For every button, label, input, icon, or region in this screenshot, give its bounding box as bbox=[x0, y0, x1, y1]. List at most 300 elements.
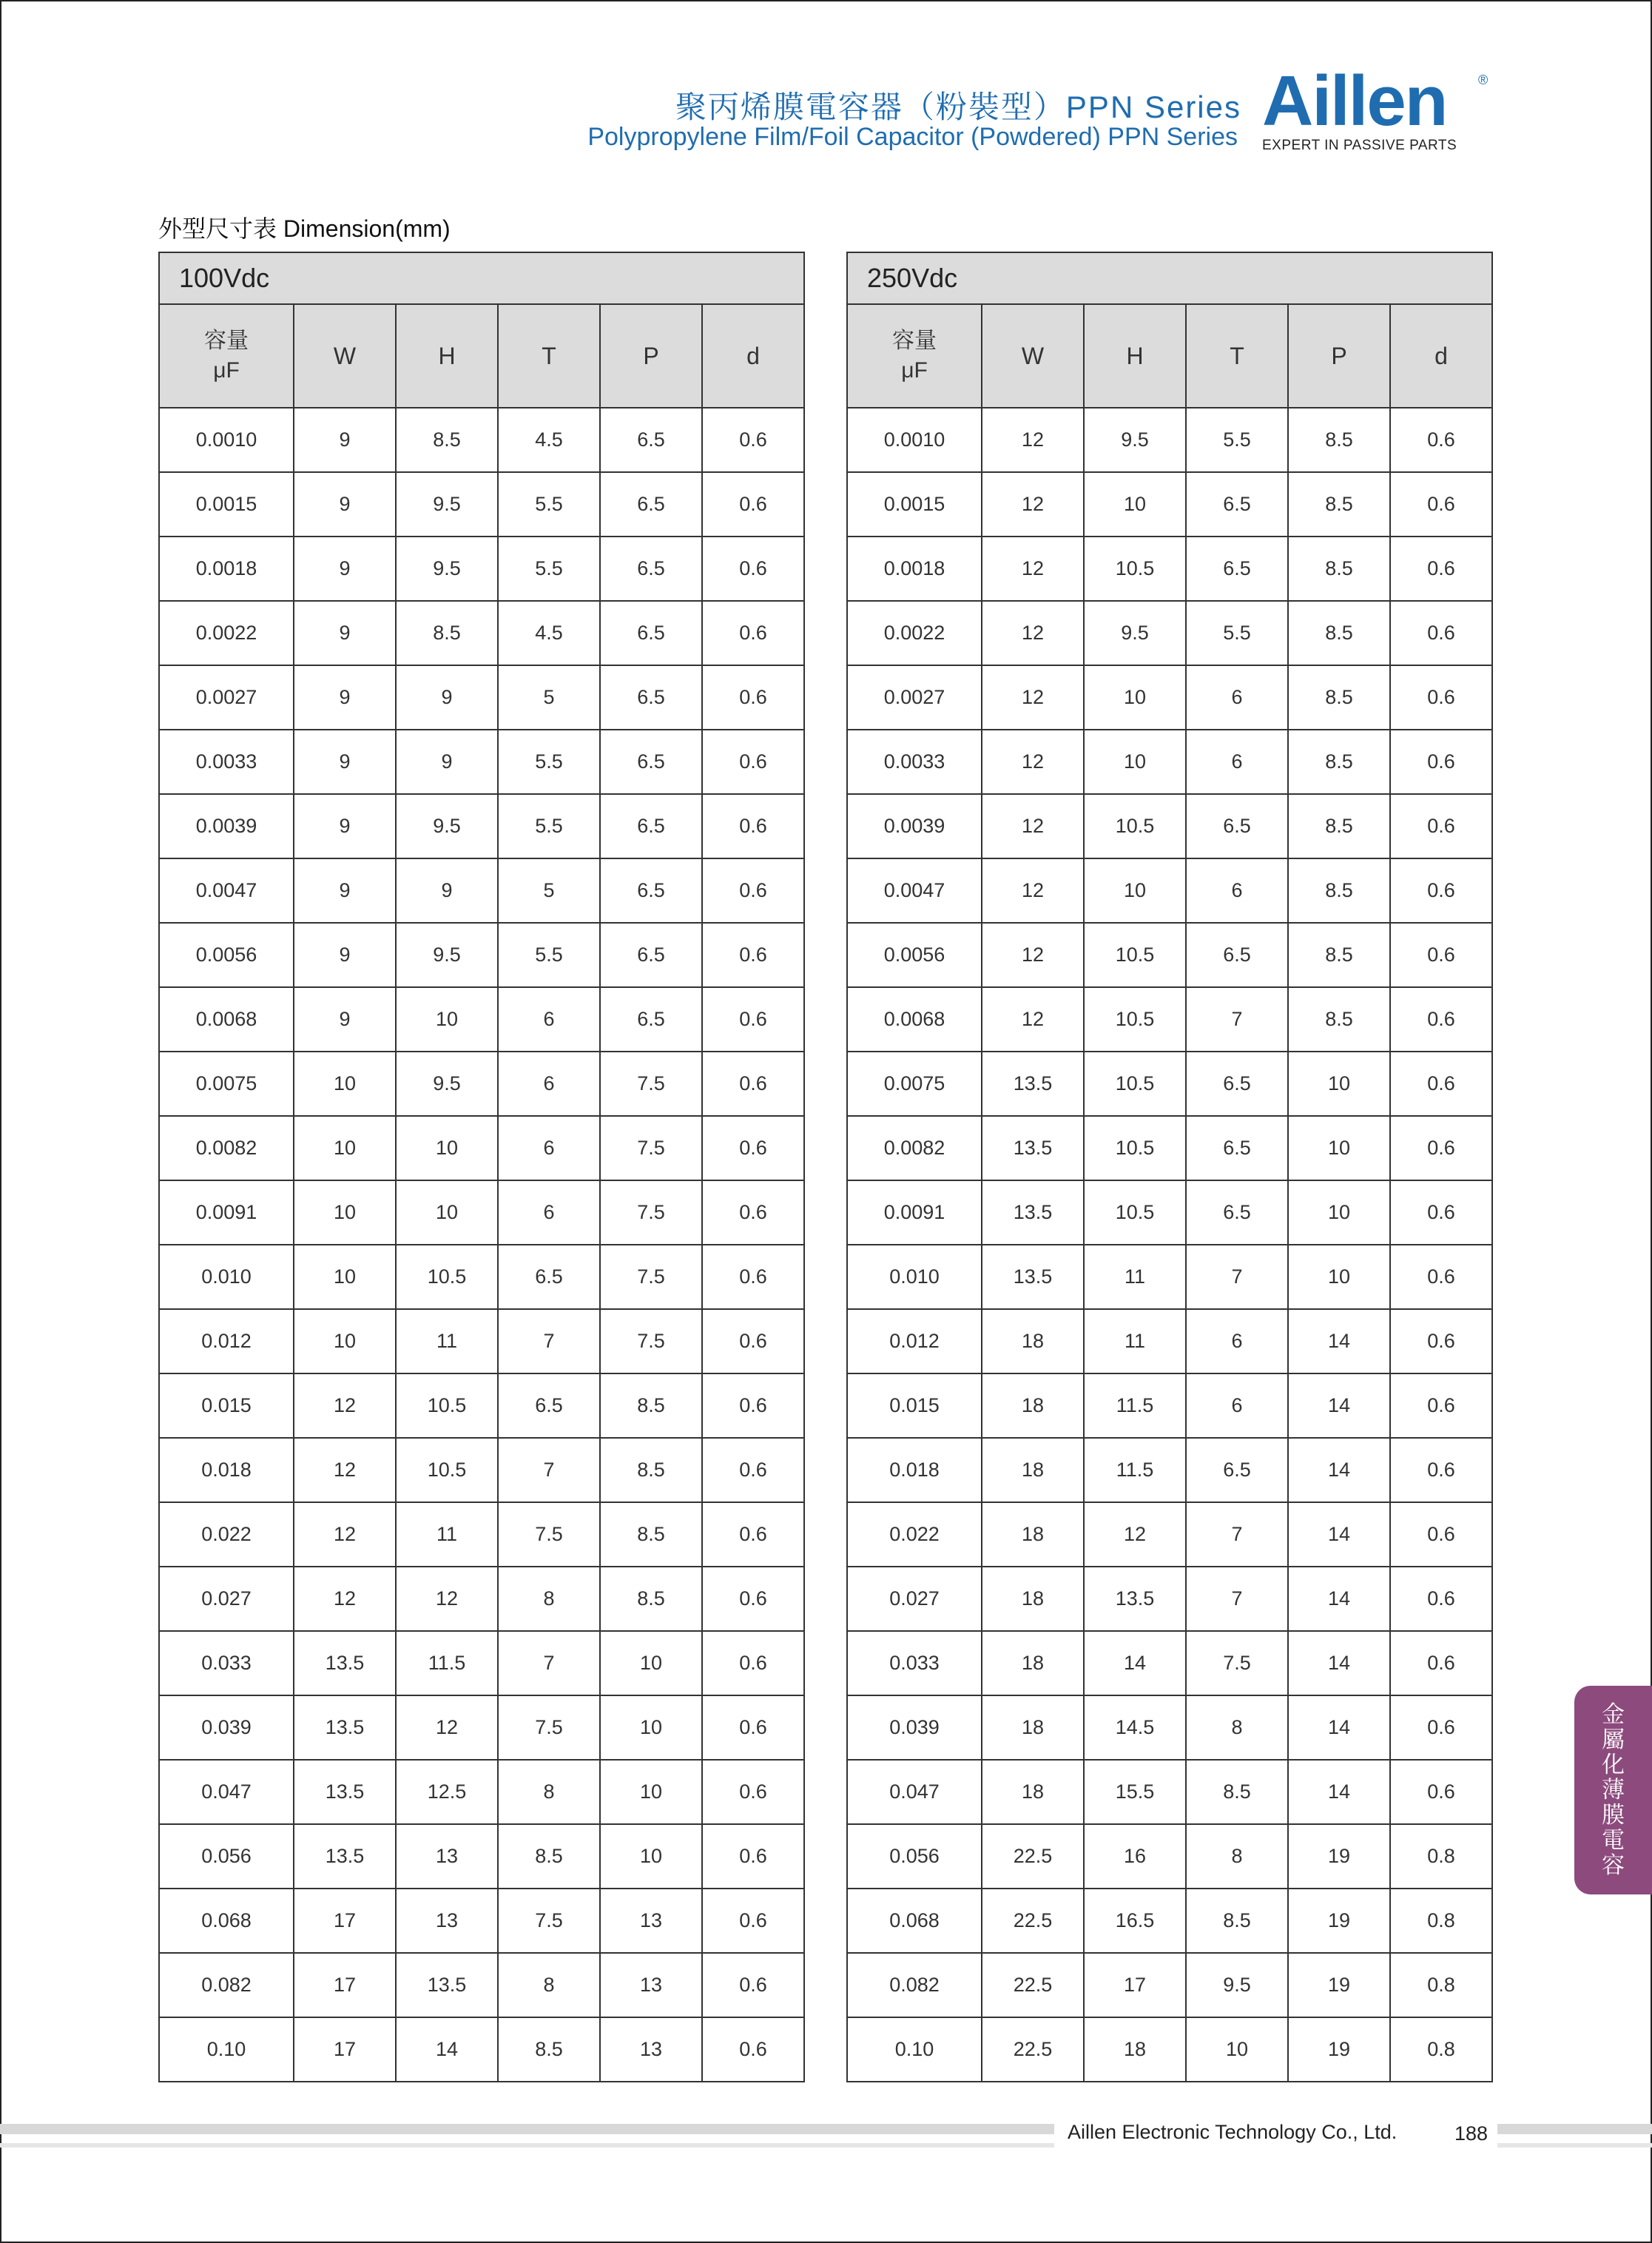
cell-t: 6.5 bbox=[1186, 1180, 1288, 1245]
column-header-w: W bbox=[294, 304, 396, 408]
cell-t: 7 bbox=[498, 1309, 600, 1373]
cell-p: 19 bbox=[1288, 1953, 1390, 2017]
side-tab-char: 容 bbox=[1602, 1852, 1625, 1878]
cell-capacitance: 0.056 bbox=[159, 1824, 294, 1889]
cell-h: 10 bbox=[396, 1116, 498, 1180]
cell-t: 6 bbox=[498, 987, 600, 1052]
cell-p: 10 bbox=[1288, 1116, 1390, 1180]
cell-w: 22.5 bbox=[982, 1953, 1084, 2017]
cell-t: 5.5 bbox=[1186, 408, 1288, 472]
cell-w: 10 bbox=[294, 1116, 396, 1180]
cell-p: 14 bbox=[1288, 1309, 1390, 1373]
cell-p: 6.5 bbox=[600, 601, 702, 665]
logo-wordmark: Aillen bbox=[1262, 61, 1447, 141]
table-row bbox=[847, 1631, 1492, 1695]
cell-t: 6.5 bbox=[1186, 1116, 1288, 1180]
cell-capacitance: 0.0056 bbox=[159, 923, 294, 987]
cell-w: 18 bbox=[982, 1438, 1084, 1502]
cell-d: 0.6 bbox=[1390, 1631, 1492, 1695]
cell-t: 7 bbox=[498, 1438, 600, 1502]
cell-capacitance: 0.012 bbox=[847, 1309, 982, 1373]
cell-d: 0.6 bbox=[702, 1309, 804, 1373]
cell-w: 12 bbox=[982, 601, 1084, 665]
cell-capacitance: 0.039 bbox=[159, 1695, 294, 1760]
aillen-logo bbox=[1262, 61, 1489, 154]
cell-capacitance: 0.0039 bbox=[159, 794, 294, 858]
cell-capacitance: 0.012 bbox=[159, 1309, 294, 1373]
cell-h: 11 bbox=[1084, 1309, 1186, 1373]
table-row bbox=[159, 1889, 804, 1953]
cell-h: 12.5 bbox=[396, 1760, 498, 1824]
cell-h: 14 bbox=[1084, 1631, 1186, 1695]
cell-p: 13 bbox=[600, 2017, 702, 2082]
cell-capacitance: 0.0082 bbox=[159, 1116, 294, 1180]
cell-t: 6 bbox=[498, 1052, 600, 1116]
cell-h: 12 bbox=[396, 1567, 498, 1631]
footer-divider bbox=[1497, 2124, 1652, 2134]
cell-t: 6 bbox=[1186, 858, 1288, 923]
cell-p: 6.5 bbox=[600, 923, 702, 987]
table-row bbox=[847, 1052, 1492, 1116]
cell-d: 0.6 bbox=[702, 987, 804, 1052]
table-row bbox=[847, 858, 1492, 923]
registered-mark-icon: ® bbox=[1478, 73, 1489, 87]
cell-h: 13 bbox=[396, 1889, 498, 1953]
cell-capacitance: 0.0022 bbox=[159, 601, 294, 665]
cell-p: 8.5 bbox=[600, 1438, 702, 1502]
cell-t: 7 bbox=[1186, 1245, 1288, 1309]
cell-p: 8.5 bbox=[1288, 923, 1390, 987]
cell-t: 5.5 bbox=[498, 472, 600, 537]
cell-h: 10.5 bbox=[1084, 1052, 1186, 1116]
cell-d: 0.6 bbox=[1390, 923, 1492, 987]
cell-capacitance: 0.0033 bbox=[159, 730, 294, 794]
cell-w: 9 bbox=[294, 987, 396, 1052]
table-row bbox=[159, 472, 804, 537]
column-header-capacitance bbox=[847, 304, 982, 408]
dimension-table-100vdc bbox=[158, 252, 805, 2082]
table-row bbox=[847, 1889, 1492, 1953]
cell-t: 5.5 bbox=[498, 923, 600, 987]
table-row bbox=[159, 2017, 804, 2082]
table-row bbox=[847, 1373, 1492, 1438]
cell-t: 8 bbox=[498, 1760, 600, 1824]
cell-w: 9 bbox=[294, 730, 396, 794]
series-title-english: Polypropylene Film/Foil Capacitor (Powdered) PPN Series bbox=[587, 123, 1238, 151]
cell-p: 13 bbox=[600, 1953, 702, 2017]
cell-t: 8.5 bbox=[498, 1824, 600, 1889]
cell-p: 14 bbox=[1288, 1373, 1390, 1438]
cell-w: 18 bbox=[982, 1309, 1084, 1373]
cell-t: 8.5 bbox=[498, 2017, 600, 2082]
cell-t: 6.5 bbox=[1186, 794, 1288, 858]
side-chapter-tab[interactable] bbox=[1574, 1686, 1652, 1894]
cell-d: 0.6 bbox=[702, 537, 804, 601]
cell-capacitance: 0.015 bbox=[159, 1373, 294, 1438]
cell-w: 13.5 bbox=[982, 1180, 1084, 1245]
cell-t: 7 bbox=[1186, 1502, 1288, 1567]
cell-w: 13.5 bbox=[294, 1695, 396, 1760]
column-header-t: T bbox=[1186, 304, 1288, 408]
table-row bbox=[847, 1438, 1492, 1502]
table-row bbox=[847, 1502, 1492, 1567]
cell-d: 0.6 bbox=[1390, 665, 1492, 730]
cell-d: 0.6 bbox=[1390, 537, 1492, 601]
cell-capacitance: 0.0082 bbox=[847, 1116, 982, 1180]
cell-d: 0.6 bbox=[702, 1889, 804, 1953]
table-row bbox=[847, 1245, 1492, 1309]
cell-capacitance: 0.027 bbox=[159, 1567, 294, 1631]
cell-h: 10 bbox=[1084, 858, 1186, 923]
cell-p: 6.5 bbox=[600, 730, 702, 794]
cell-t: 8 bbox=[498, 1567, 600, 1631]
cell-h: 16.5 bbox=[1084, 1889, 1186, 1953]
column-header-t: T bbox=[498, 304, 600, 408]
table-row bbox=[159, 730, 804, 794]
cell-h: 8.5 bbox=[396, 601, 498, 665]
cell-w: 9 bbox=[294, 665, 396, 730]
cell-capacitance: 0.0027 bbox=[159, 665, 294, 730]
cell-p: 6.5 bbox=[600, 987, 702, 1052]
cell-d: 0.6 bbox=[1390, 472, 1492, 537]
cell-p: 7.5 bbox=[600, 1245, 702, 1309]
table-row bbox=[159, 408, 804, 472]
cell-t: 7 bbox=[1186, 1567, 1288, 1631]
cell-capacitance: 0.0091 bbox=[159, 1180, 294, 1245]
cell-t: 6 bbox=[498, 1116, 600, 1180]
cell-p: 8.5 bbox=[1288, 537, 1390, 601]
table-row bbox=[159, 1760, 804, 1824]
cell-d: 0.6 bbox=[1390, 1502, 1492, 1567]
cell-t: 6.5 bbox=[1186, 1052, 1288, 1116]
cell-d: 0.8 bbox=[1390, 1824, 1492, 1889]
cell-w: 22.5 bbox=[982, 2017, 1084, 2082]
cell-capacitance: 0.0068 bbox=[847, 987, 982, 1052]
column-header-w: W bbox=[982, 304, 1084, 408]
cell-p: 7.5 bbox=[600, 1309, 702, 1373]
cell-p: 7.5 bbox=[600, 1180, 702, 1245]
table-row bbox=[159, 1824, 804, 1889]
cell-w: 13.5 bbox=[982, 1245, 1084, 1309]
table-row bbox=[159, 1180, 804, 1245]
table-row bbox=[159, 1502, 804, 1567]
cell-h: 9.5 bbox=[396, 923, 498, 987]
footer-divider bbox=[1497, 2143, 1652, 2148]
capacitance-unit: μF bbox=[213, 358, 240, 383]
table-row bbox=[159, 1116, 804, 1180]
cell-h: 10.5 bbox=[396, 1245, 498, 1309]
cell-capacitance: 0.022 bbox=[847, 1502, 982, 1567]
table-row bbox=[847, 794, 1492, 858]
table-row bbox=[159, 1631, 804, 1695]
table-row bbox=[159, 858, 804, 923]
cell-w: 13.5 bbox=[982, 1116, 1084, 1180]
table-row bbox=[159, 794, 804, 858]
cell-t: 8 bbox=[1186, 1695, 1288, 1760]
voltage-label: 100Vdc bbox=[159, 252, 804, 304]
cell-p: 7.5 bbox=[600, 1116, 702, 1180]
cell-h: 10 bbox=[1084, 665, 1186, 730]
table-row bbox=[847, 1567, 1492, 1631]
cell-w: 18 bbox=[982, 1631, 1084, 1695]
cell-h: 14.5 bbox=[1084, 1695, 1186, 1760]
cell-d: 0.6 bbox=[1390, 794, 1492, 858]
cell-d: 0.6 bbox=[702, 1438, 804, 1502]
cell-h: 10.5 bbox=[1084, 794, 1186, 858]
cell-h: 10.5 bbox=[1084, 987, 1186, 1052]
table-row bbox=[847, 1116, 1492, 1180]
cell-d: 0.6 bbox=[1390, 1373, 1492, 1438]
column-header-p: P bbox=[1288, 304, 1390, 408]
cell-p: 19 bbox=[1288, 1889, 1390, 1953]
cell-d: 0.6 bbox=[702, 858, 804, 923]
cell-t: 6 bbox=[1186, 665, 1288, 730]
cell-h: 16 bbox=[1084, 1824, 1186, 1889]
table-row bbox=[159, 1695, 804, 1760]
dimension-table-250vdc bbox=[846, 252, 1493, 2082]
cell-h: 10 bbox=[1084, 472, 1186, 537]
cell-w: 10 bbox=[294, 1309, 396, 1373]
cell-d: 0.8 bbox=[1390, 1889, 1492, 1953]
side-tab-char: 化 bbox=[1602, 1752, 1625, 1778]
cell-capacitance: 0.010 bbox=[159, 1245, 294, 1309]
footer-divider bbox=[0, 2143, 1054, 2148]
cell-d: 0.6 bbox=[1390, 1052, 1492, 1116]
cell-capacitance: 0.0047 bbox=[847, 858, 982, 923]
cell-w: 12 bbox=[982, 472, 1084, 537]
cell-d: 0.6 bbox=[702, 1953, 804, 2017]
cell-w: 12 bbox=[294, 1373, 396, 1438]
cell-capacitance: 0.018 bbox=[847, 1438, 982, 1502]
table-row bbox=[159, 1309, 804, 1373]
cell-t: 8 bbox=[1186, 1824, 1288, 1889]
cell-w: 18 bbox=[982, 1567, 1084, 1631]
side-tab-char: 金 bbox=[1602, 1701, 1625, 1727]
cell-h: 11 bbox=[396, 1309, 498, 1373]
cell-capacitance: 0.10 bbox=[159, 2017, 294, 2082]
cell-w: 17 bbox=[294, 1953, 396, 2017]
cell-d: 0.6 bbox=[702, 1695, 804, 1760]
table-row bbox=[847, 472, 1492, 537]
cell-t: 6.5 bbox=[1186, 1438, 1288, 1502]
cell-t: 7.5 bbox=[498, 1502, 600, 1567]
cell-p: 6.5 bbox=[600, 794, 702, 858]
cell-capacitance: 0.0010 bbox=[159, 408, 294, 472]
cell-capacitance: 0.10 bbox=[847, 2017, 982, 2082]
table-row bbox=[847, 1953, 1492, 2017]
cell-t: 5.5 bbox=[1186, 601, 1288, 665]
cell-p: 8.5 bbox=[600, 1373, 702, 1438]
cell-h: 9.5 bbox=[1084, 601, 1186, 665]
cell-w: 9 bbox=[294, 858, 396, 923]
cell-h: 9 bbox=[396, 665, 498, 730]
cell-t: 7 bbox=[1186, 987, 1288, 1052]
cell-capacitance: 0.027 bbox=[847, 1567, 982, 1631]
cell-capacitance: 0.0075 bbox=[847, 1052, 982, 1116]
cell-w: 12 bbox=[982, 408, 1084, 472]
cell-w: 9 bbox=[294, 537, 396, 601]
cell-d: 0.6 bbox=[702, 1116, 804, 1180]
footer-divider bbox=[0, 2124, 1054, 2134]
cell-h: 11.5 bbox=[1084, 1373, 1186, 1438]
cell-h: 10.5 bbox=[396, 1373, 498, 1438]
cell-d: 0.8 bbox=[1390, 1953, 1492, 2017]
side-tab-char: 薄 bbox=[1602, 1777, 1625, 1803]
cell-h: 10 bbox=[396, 987, 498, 1052]
cell-d: 0.6 bbox=[702, 1052, 804, 1116]
cell-h: 10.5 bbox=[1084, 923, 1186, 987]
cell-w: 10 bbox=[294, 1180, 396, 1245]
cell-capacitance: 0.0018 bbox=[847, 537, 982, 601]
cell-h: 10.5 bbox=[396, 1438, 498, 1502]
cell-p: 8.5 bbox=[1288, 472, 1390, 537]
cell-h: 9 bbox=[396, 730, 498, 794]
table-row bbox=[847, 1180, 1492, 1245]
cell-p: 10 bbox=[600, 1760, 702, 1824]
cell-d: 0.6 bbox=[1390, 1760, 1492, 1824]
cell-w: 18 bbox=[982, 1373, 1084, 1438]
table-row bbox=[847, 923, 1492, 987]
cell-capacitance: 0.082 bbox=[847, 1953, 982, 2017]
cell-capacitance: 0.068 bbox=[847, 1889, 982, 1953]
cell-d: 0.6 bbox=[1390, 1695, 1492, 1760]
cell-capacitance: 0.033 bbox=[159, 1631, 294, 1695]
cell-h: 9.5 bbox=[396, 1052, 498, 1116]
cell-d: 0.6 bbox=[1390, 601, 1492, 665]
page-number: 188 bbox=[1454, 2122, 1489, 2145]
cell-d: 0.6 bbox=[1390, 730, 1492, 794]
cell-h: 10.5 bbox=[1084, 1116, 1186, 1180]
cell-d: 0.6 bbox=[702, 665, 804, 730]
cell-d: 0.6 bbox=[1390, 858, 1492, 923]
cell-t: 7 bbox=[498, 1631, 600, 1695]
cell-t: 6.5 bbox=[1186, 472, 1288, 537]
cell-h: 13.5 bbox=[396, 1953, 498, 2017]
cell-p: 8.5 bbox=[1288, 408, 1390, 472]
cell-t: 7.5 bbox=[1186, 1631, 1288, 1695]
cell-t: 6 bbox=[1186, 730, 1288, 794]
cell-p: 8.5 bbox=[600, 1502, 702, 1567]
cell-capacitance: 0.0039 bbox=[847, 794, 982, 858]
cell-p: 10 bbox=[1288, 1180, 1390, 1245]
cell-p: 19 bbox=[1288, 1824, 1390, 1889]
cell-d: 0.6 bbox=[1390, 1438, 1492, 1502]
cell-t: 8.5 bbox=[1186, 1889, 1288, 1953]
cell-capacitance: 0.0022 bbox=[847, 601, 982, 665]
table-row bbox=[847, 1309, 1492, 1373]
cell-d: 0.6 bbox=[1390, 1567, 1492, 1631]
footer-company-name: Aillen Electronic Technology Co., Ltd. bbox=[1068, 2121, 1398, 2143]
dimension-heading: 外型尺寸表 Dimension(mm) bbox=[158, 215, 451, 242]
table-row bbox=[847, 1824, 1492, 1889]
cell-capacitance: 0.047 bbox=[159, 1760, 294, 1824]
cell-w: 9 bbox=[294, 408, 396, 472]
cell-h: 18 bbox=[1084, 2017, 1186, 2082]
cell-d: 0.6 bbox=[702, 1567, 804, 1631]
cell-w: 12 bbox=[982, 858, 1084, 923]
cell-p: 10 bbox=[1288, 1245, 1390, 1309]
cell-capacitance: 0.0056 bbox=[847, 923, 982, 987]
cell-p: 14 bbox=[1288, 1567, 1390, 1631]
cell-d: 0.6 bbox=[702, 472, 804, 537]
cell-h: 9.5 bbox=[396, 794, 498, 858]
cell-w: 12 bbox=[294, 1567, 396, 1631]
cell-capacitance: 0.0015 bbox=[159, 472, 294, 537]
column-header-h: H bbox=[1084, 304, 1186, 408]
cell-capacitance: 0.0047 bbox=[159, 858, 294, 923]
cell-h: 11.5 bbox=[396, 1631, 498, 1695]
cell-h: 10.5 bbox=[1084, 537, 1186, 601]
cell-capacitance: 0.082 bbox=[159, 1953, 294, 2017]
cell-w: 17 bbox=[294, 2017, 396, 2082]
cell-capacitance: 0.033 bbox=[847, 1631, 982, 1695]
cell-d: 0.6 bbox=[702, 1502, 804, 1567]
column-header-d: d bbox=[702, 304, 804, 408]
table-row bbox=[847, 665, 1492, 730]
cell-h: 11 bbox=[1084, 1245, 1186, 1309]
cell-w: 10 bbox=[294, 1052, 396, 1116]
cell-d: 0.6 bbox=[1390, 1180, 1492, 1245]
side-tab-char: 膜 bbox=[1602, 1802, 1625, 1828]
cell-p: 8.5 bbox=[1288, 601, 1390, 665]
cell-p: 14 bbox=[1288, 1631, 1390, 1695]
table-row bbox=[847, 537, 1492, 601]
cell-p: 10 bbox=[600, 1824, 702, 1889]
cell-p: 8.5 bbox=[1288, 794, 1390, 858]
cell-w: 13.5 bbox=[982, 1052, 1084, 1116]
table-row bbox=[159, 1567, 804, 1631]
cell-w: 9 bbox=[294, 923, 396, 987]
cell-d: 0.6 bbox=[1390, 1116, 1492, 1180]
cell-capacitance: 0.068 bbox=[159, 1889, 294, 1953]
cell-capacitance: 0.0027 bbox=[847, 665, 982, 730]
cell-capacitance: 0.056 bbox=[847, 1824, 982, 1889]
cell-p: 8.5 bbox=[1288, 730, 1390, 794]
cell-t: 10 bbox=[1186, 2017, 1288, 2082]
cell-p: 14 bbox=[1288, 1502, 1390, 1567]
capacitance-label: 容量 bbox=[892, 329, 937, 353]
table-row bbox=[847, 1695, 1492, 1760]
cell-d: 0.6 bbox=[702, 601, 804, 665]
cell-h: 9.5 bbox=[396, 537, 498, 601]
side-tab-label bbox=[1574, 1702, 1652, 1878]
cell-t: 6 bbox=[1186, 1309, 1288, 1373]
cell-p: 7.5 bbox=[600, 1052, 702, 1116]
cell-w: 12 bbox=[294, 1438, 396, 1502]
cell-p: 19 bbox=[1288, 2017, 1390, 2082]
cell-t: 4.5 bbox=[498, 408, 600, 472]
cell-h: 9.5 bbox=[1084, 408, 1186, 472]
cell-h: 8.5 bbox=[396, 408, 498, 472]
table-row bbox=[159, 601, 804, 665]
cell-p: 6.5 bbox=[600, 408, 702, 472]
table-row bbox=[159, 1953, 804, 2017]
cell-p: 6.5 bbox=[600, 472, 702, 537]
cell-t: 7.5 bbox=[498, 1889, 600, 1953]
cell-w: 10 bbox=[294, 1245, 396, 1309]
cell-capacitance: 0.018 bbox=[159, 1438, 294, 1502]
cell-h: 10.5 bbox=[1084, 1180, 1186, 1245]
cell-t: 8.5 bbox=[1186, 1760, 1288, 1824]
cell-capacitance: 0.022 bbox=[159, 1502, 294, 1567]
cell-capacitance: 0.010 bbox=[847, 1245, 982, 1309]
cell-h: 9 bbox=[396, 858, 498, 923]
cell-d: 0.6 bbox=[702, 1373, 804, 1438]
cell-capacitance: 0.0010 bbox=[847, 408, 982, 472]
cell-d: 0.6 bbox=[702, 408, 804, 472]
cell-w: 18 bbox=[982, 1760, 1084, 1824]
capacitance-unit: μF bbox=[901, 358, 928, 383]
